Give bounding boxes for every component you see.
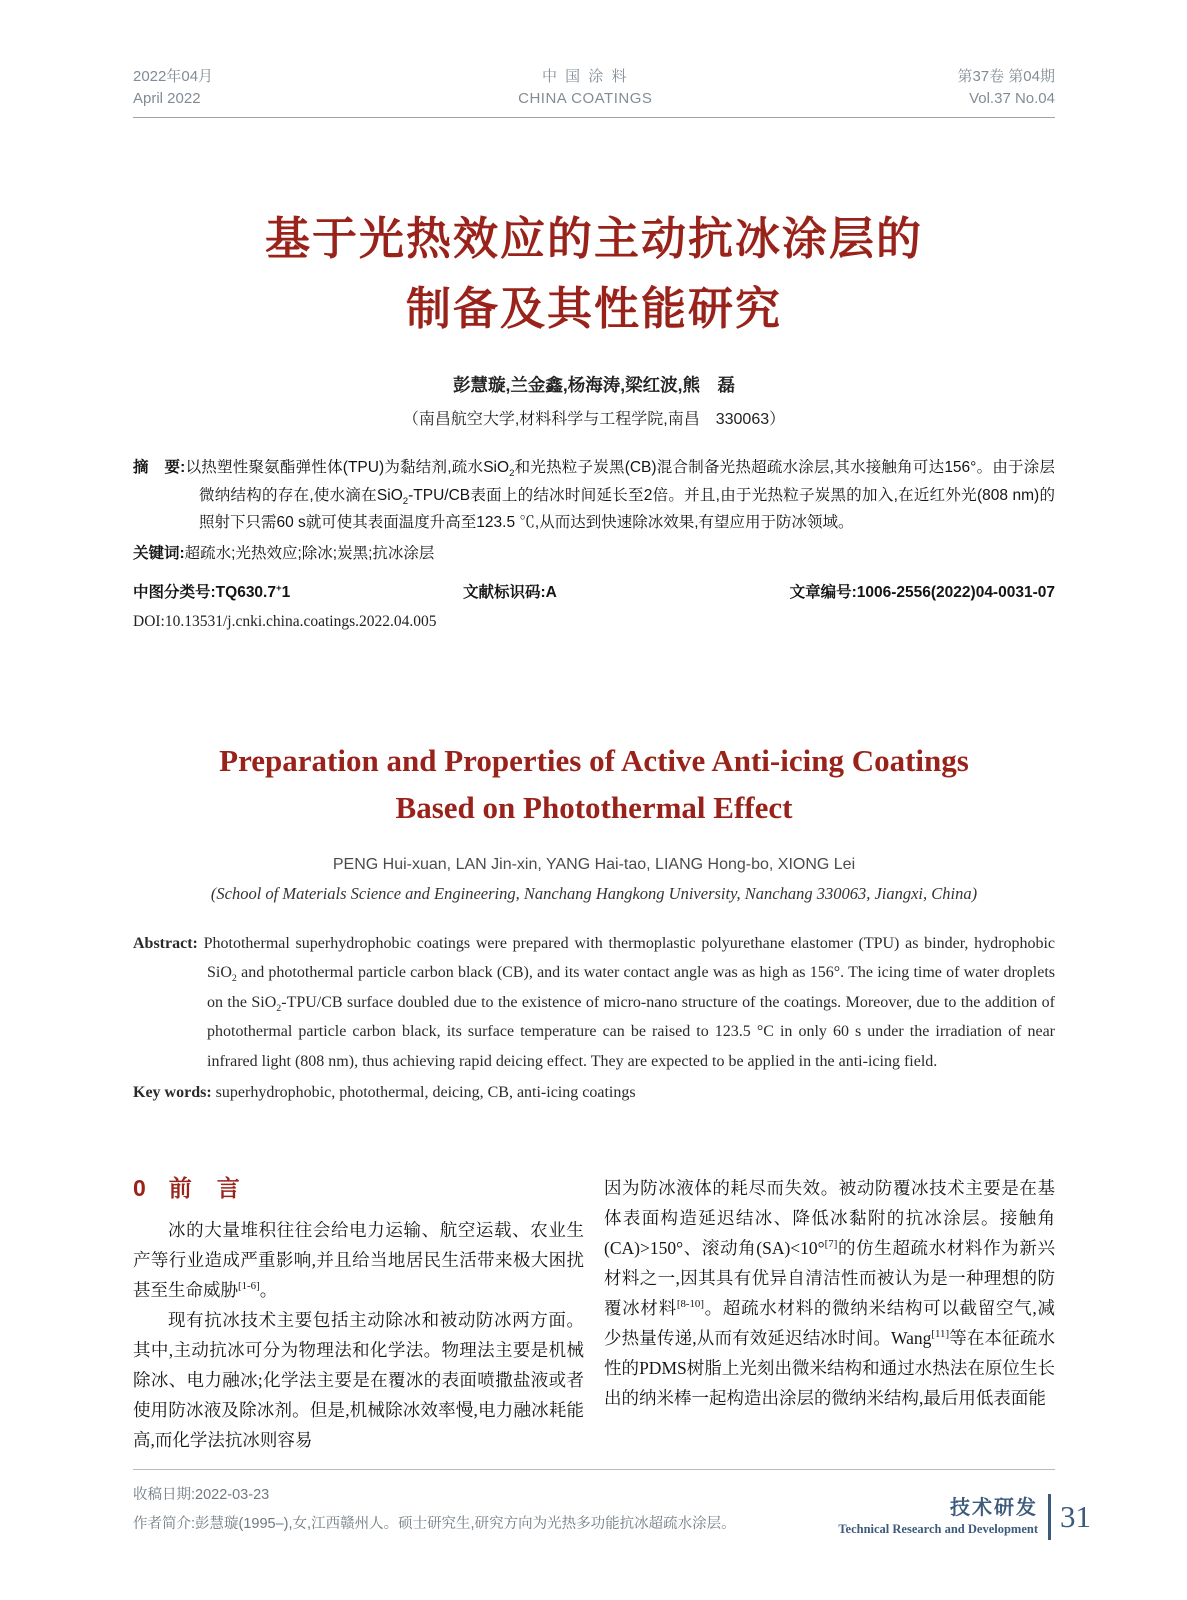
footer-column-en: Technical Research and Development xyxy=(838,1522,1038,1536)
header-date-en: April 2022 xyxy=(133,90,201,107)
body-column-right xyxy=(604,1173,1055,1455)
doi: DOI:10.13531/j.cnki.china.coatings.2022.04.005 xyxy=(133,612,437,630)
abstract-en xyxy=(133,929,1055,1077)
document-code-value: A xyxy=(545,583,557,601)
header-issue-date xyxy=(133,66,213,110)
footer-divider-bar xyxy=(1048,1494,1051,1540)
abstract-cn-text: 以热塑性聚氨酯弹性体(TPU)为黏结剂,疏水SiO$_2$和光热粒子炭黑(CB)混合制备光热超疏水涂层,其水接触角可达156°。由于涂层微纳结构的存在,使水滴在SiO$_2$-TPU/CB表面上的结冰时间延长至2倍。并且,由于光热粒子炭黑的加入,在近红外光(808 nm)的照射下只需60 s就可使其表面温度升高至123.5 ℃,从而达到快速除冰效果,有望应用于防冰领域。 xyxy=(185,459,1055,531)
header-journal-name xyxy=(518,66,652,110)
body-column-left xyxy=(133,1173,584,1455)
volume-issue-cn: 第37卷 第04期 xyxy=(957,68,1055,85)
header-divider xyxy=(133,117,1055,118)
document-code-label: 文献标识码: xyxy=(462,583,546,601)
footer-column-name xyxy=(838,1496,1038,1538)
clc-number xyxy=(133,580,290,602)
journal-name-cn: 中 国 涂 料 xyxy=(541,68,629,85)
article-title-en-line2: Based on Photothermal Effect xyxy=(395,789,793,825)
abstract-cn xyxy=(133,454,1055,537)
keywords-cn-label: 关键词: xyxy=(133,544,185,562)
keywords-en-text: superhydrophobic, photothermal, deicing, CB, anti-icing coatings xyxy=(215,1084,636,1101)
authors-en: PENG Hui-xuan, LAN Jin-xin, YANG Hai-tao, LIANG Hong-bo, XIONG Lei xyxy=(332,855,856,873)
body-columns xyxy=(133,1173,1055,1455)
keywords-en xyxy=(133,1078,1055,1107)
clc-label: 中图分类号: xyxy=(133,583,216,601)
footnote-divider xyxy=(133,1469,1055,1470)
authors-cn: 彭慧璇,兰金鑫,杨海涛,梁红波,熊 磊 xyxy=(453,375,735,395)
section-0-heading xyxy=(133,1173,584,1203)
paragraph: 冰的大量堆积往往会给电力运输、航空运载、农业生产等行业造成严重影响,并且给当地居民生活带来极大困扰甚至生命威胁[1-6]。 xyxy=(133,1220,584,1300)
affiliation-en: (School of Materials Science and Engineering, Nanchang Hangkong University, Nanchang 330063, Jiangxi, China) xyxy=(210,883,978,903)
paragraph: 现有抗冰技术主要包括主动除冰和被动防冰两方面。其中,主动抗冰可分为物理法和化学法。物理法主要是机械除冰、电力融冰;化学法主要是在覆冰的表面喷撒盐液或者使用防冰液及除冰剂。但是,机械除冰效率慢,电力融冰耗能高,而化学法抗冰则容易 xyxy=(133,1310,584,1450)
article-title-cn-line1: 基于光热效应的主动抗冰涂层的 xyxy=(264,213,923,264)
affiliation-cn: （南昌航空大学,材料科学与工程学院,南昌 330063） xyxy=(402,411,786,428)
article-title-en-line1: Preparation and Properties of Active Anti-icing Coatings xyxy=(219,742,969,778)
article-title-cn xyxy=(133,204,1055,344)
page-footer xyxy=(838,1494,1091,1540)
article-title-cn-line2: 制备及其性能研究 xyxy=(405,283,782,334)
article-id-value: 1006-2556(2022)04-0031-07 xyxy=(856,583,1055,601)
article-id-label: 文章编号: xyxy=(789,583,857,601)
journal-name-en: CHINA COATINGS xyxy=(518,90,653,107)
abstract-cn-label: 摘 要: xyxy=(133,459,186,476)
author-bio: 作者简介:彭慧璇(1995–),女,江西赣州人。硕士研究生,研究方向为光热多功能抗冰超疏水涂层。 xyxy=(133,1516,736,1532)
section-0-number: 0 xyxy=(133,1175,147,1201)
volume-issue-en: Vol.37 No.04 xyxy=(969,90,1055,107)
document-code xyxy=(463,580,557,602)
article-id xyxy=(790,580,1055,602)
header-volume-issue xyxy=(957,66,1055,110)
abstract-en-text: Photothermal superhydrophobic coatings were prepared with thermoplastic polyurethane elastomer (TPU) as binder, hydrophobic SiO$_2$ and photothermal particle carbon black (CB), and its water contact angle was as high as 156°. The icing time of water droplets on the SiO$_2$-TPU/CB surface doubled due to the existence of micro-nano structure of the coatings. Moreover, due to the addition of photothermal particle carbon black, its surface temperature can be raised to 123.5 °C in only 60 s under the irradiation of near infrared light (808 nm), thus achieving rapid deicing effect. They are expected to be applied in the anti-icing field. xyxy=(203,934,1056,1070)
keywords-en-label: Key words: xyxy=(133,1084,212,1101)
article-title-en xyxy=(133,737,1055,831)
section-0-title: 前 言 xyxy=(168,1175,241,1201)
keywords-cn-text: 超疏水;光热效应;除冰;炭黑;抗冰涂层 xyxy=(184,544,435,562)
journal-header xyxy=(133,66,1055,110)
clc-value: TQ630.7+1 xyxy=(215,582,291,601)
paragraph: 因为防冰液体的耗尽而失效。被动防覆冰技术主要是在基体表面构造延迟结冰、降低冰黏附的抗冰涂层。接触角(CA)>150°、滚动角(SA)<10°[7]的仿生超疏水材料作为新兴材料之一,因其具有优异自清洁性而被认为是一种理想的防覆冰材料[8-10]。超疏水材料的微纳米结构可以截留空气,减少热量传递,从而有效延迟结冰时间。Wang[11]等在本征疏水性的PDMS树脂上光刻出微米结构和通过水热法在原位生长出的纳米棒一起构造出涂层的微纳米结构,最后用低表面能 xyxy=(604,1178,1056,1408)
received-date: 收稿日期:2022-03-23 xyxy=(133,1487,270,1503)
abstract-en-label: Abstract: xyxy=(133,934,198,952)
article-meta-row xyxy=(133,580,1055,602)
page-number: 31 xyxy=(1060,1499,1091,1534)
header-date-cn: 2022年04月 xyxy=(133,68,214,85)
footer-column-cn: 技术研发 xyxy=(950,1497,1038,1519)
page-content xyxy=(0,66,1187,1539)
keywords-cn xyxy=(133,540,1055,567)
